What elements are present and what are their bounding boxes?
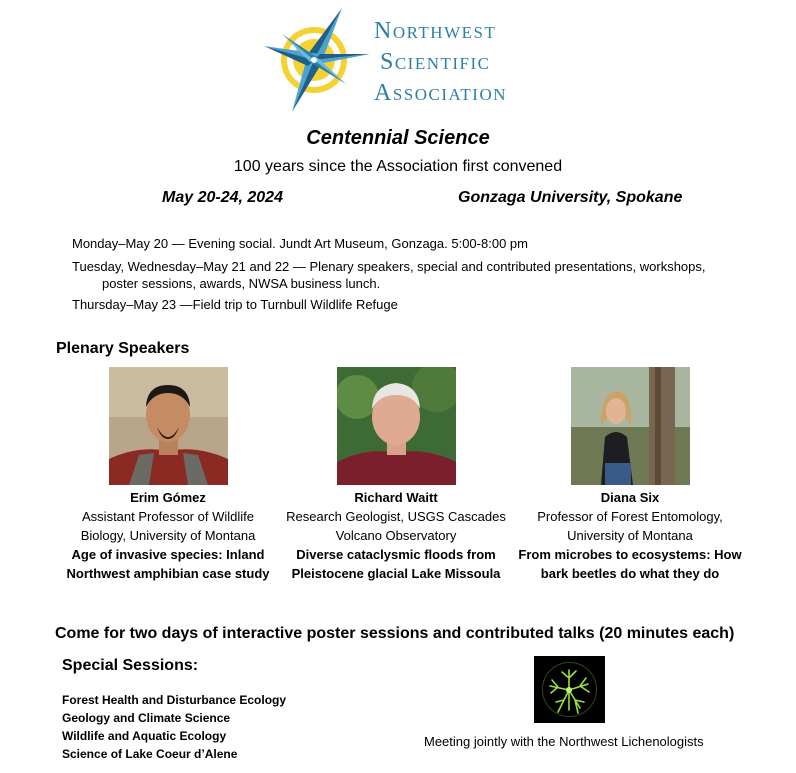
org-name-line-1: Northwest: [374, 18, 497, 44]
speaker-role-line-2: University of Montana: [567, 528, 693, 543]
speaker-role-line-2: Biology, University of Montana: [80, 528, 256, 543]
list-item: Geology and Climate Science: [62, 711, 231, 725]
speaker-name: Erim Gómez: [130, 490, 206, 505]
event-title: Centennial Science: [306, 127, 490, 149]
org-name-line-2: Scientific: [380, 49, 491, 75]
speaker-role-line-1: Assistant Professor of Wildlife: [82, 509, 254, 524]
plenary-heading: Plenary Speakers: [56, 340, 190, 357]
special-sessions-list: [62, 691, 286, 763]
schedule-thursday: Thursday–May 23 —Field trip to Turnbull Wildlife Refuge: [72, 297, 398, 312]
speaker-role-line-1: Research Geologist, USGS Cascades: [286, 509, 506, 524]
org-name-line-3: Association: [374, 80, 508, 106]
schedule-monday: Monday–May 20 — Evening social. Jundt Art Museum, Gonzaga. 5:00-8:00 pm: [72, 236, 528, 251]
nwsa-compass-star-logo: [262, 4, 372, 114]
speaker-card: [48, 367, 288, 583]
speaker-card: [510, 367, 750, 583]
event-dates: May 20-24, 2024: [162, 189, 283, 206]
special-sessions-heading: Special Sessions:: [62, 657, 199, 674]
event-venue: Gonzaga University, Spokane: [458, 189, 683, 206]
speaker-name: Diana Six: [600, 490, 660, 505]
event-subtitle: 100 years since the Association first convened: [233, 158, 563, 175]
talk-title-line-2: bark beetles do what they do: [540, 566, 720, 581]
speaker-role-line-2: Volcano Observatory: [335, 528, 457, 543]
talk-title-line-1: Age of invasive species: Inland: [71, 547, 265, 562]
speaker-role-line-1: Professor of Forest Entomology,: [537, 509, 723, 524]
list-item: Science of Lake Coeur d’Alene: [62, 747, 238, 761]
partner-text: Meeting jointly with the Northwest Lichenologists: [424, 734, 704, 749]
schedule-tue-wed-line-2: poster sessions, awards, NWSA business lunch.: [102, 276, 381, 291]
list-item: Wildlife and Aquatic Ecology: [62, 729, 227, 743]
schedule-tue-wed: [72, 258, 732, 292]
speaker-name: Richard Waitt: [354, 490, 438, 505]
lichenologists-logo: [534, 656, 605, 723]
talk-title-line-2: Northwest amphibian case study: [66, 566, 270, 581]
list-item: Forest Health and Disturbance Ecology: [62, 693, 287, 707]
nwsa-wordmark: [374, 16, 544, 109]
speaker-photo: [571, 367, 690, 485]
speaker-photo: [337, 367, 456, 485]
schedule-tue-wed-line-1: Tuesday, Wednesday–May 21 and 22 — Plenary speakers, special and contributed presentations, workshops,: [72, 259, 706, 274]
talk-title-line-1: Diverse cataclysmic floods from: [296, 547, 496, 562]
talk-title-line-2: Pleistocene glacial Lake Missoula: [291, 566, 501, 581]
speaker-photo: [109, 367, 228, 485]
speaker-card: [276, 367, 516, 583]
call-to-action: Come for two days of interactive poster sessions and contributed talks (20 minutes each): [55, 625, 735, 642]
talk-title-line-1: From microbes to ecosystems: How: [518, 547, 742, 562]
